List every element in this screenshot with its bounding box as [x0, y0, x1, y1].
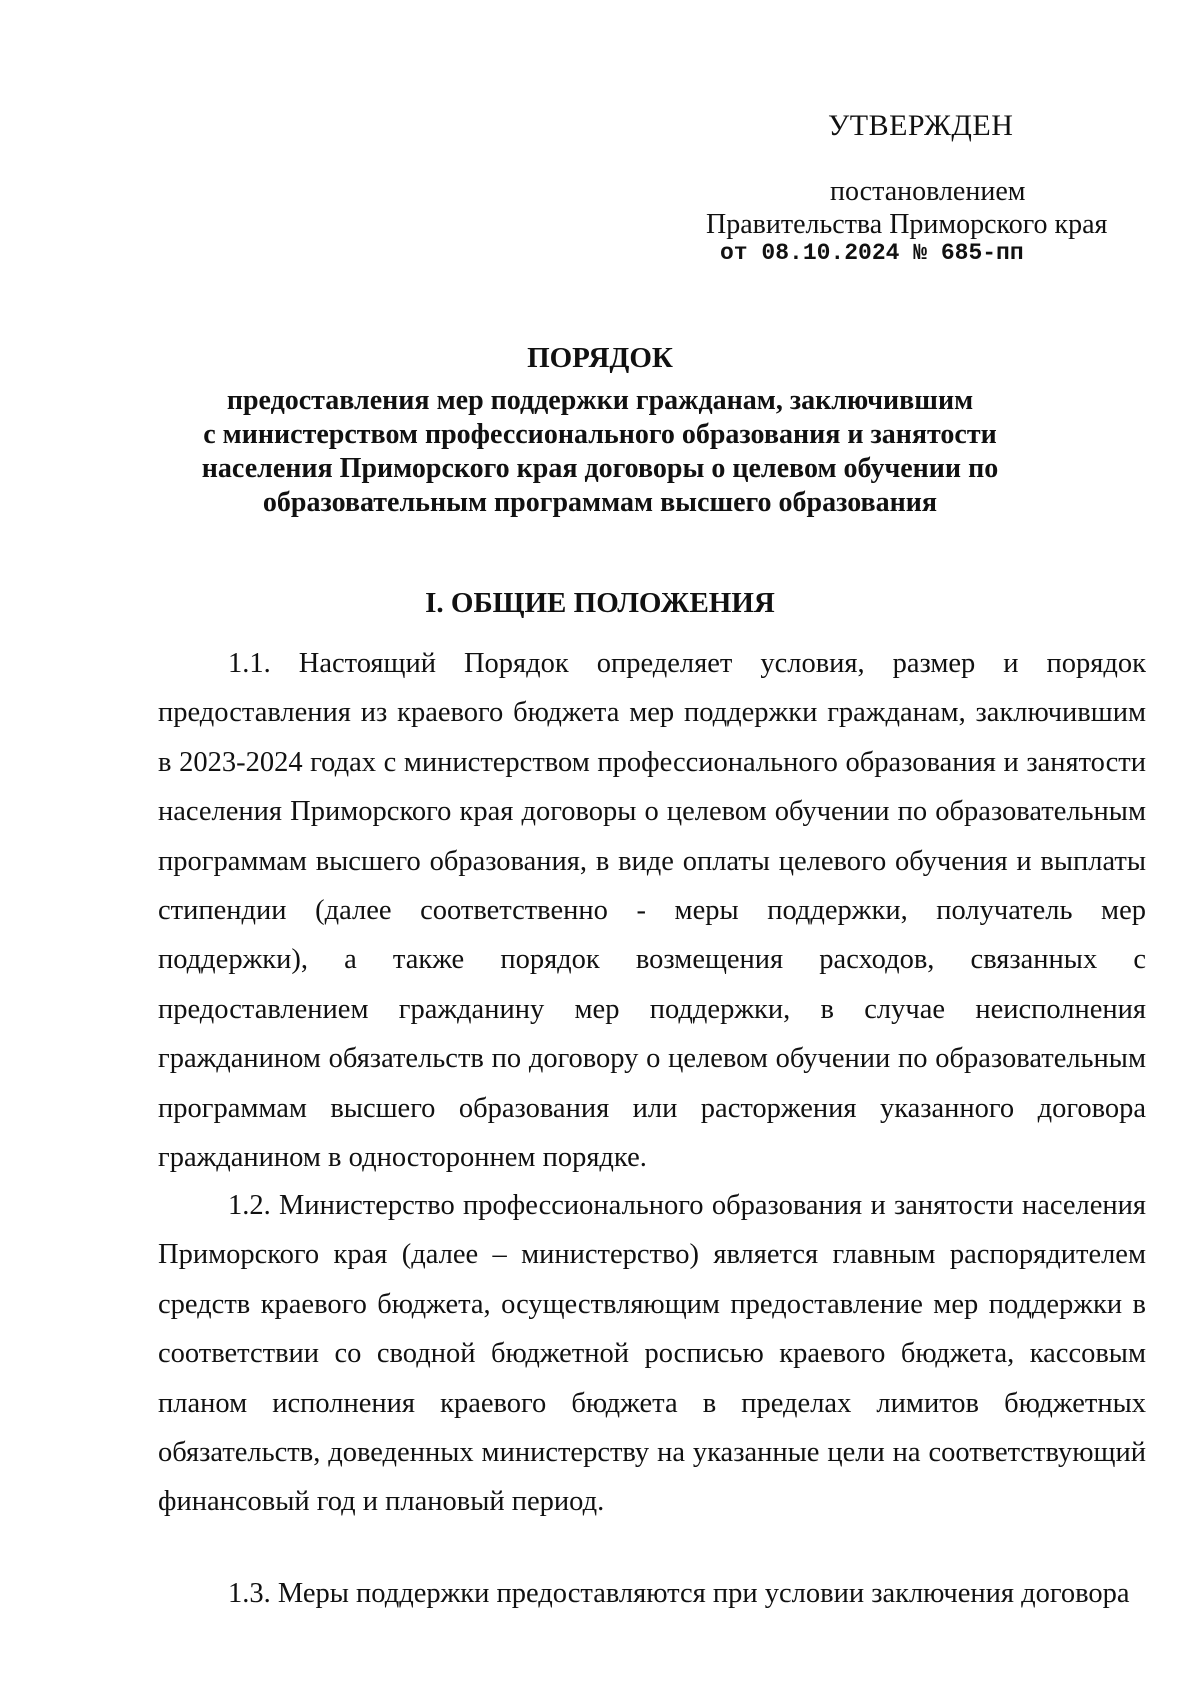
paragraph-1-1: 1.1. Настоящий Порядок определяет условия, размер и порядок предоставления из краевого бюджета мер поддержки гражданам, заключившим в 2023-2024 годах с министерством профессионального образования и занятости населения Приморского края договоры о целевом обучении по образовательным программам высшего образования, в виде оплаты целевого обучения и выплаты стипендии (далее соответственно - меры поддержки, получатель мер поддержки), а также порядок возмещения расходов, связанных с предоставлением гражданину мер поддержки, в случае неисполнения гражданином обязательств по договору о целевом обучении по образовательным программам высшего образования или расторжения указанного договора гражданином в одностороннем порядке.: [158, 648, 1146, 1174]
approval-stamp-title: УТВЕРЖДЕН: [828, 109, 1014, 142]
approval-decree-number: от 08.10.2024 № 685-пп: [720, 240, 1024, 266]
subtitle-line: с министерством профессионального образования и занятости: [203, 419, 997, 450]
document-subtitle: [200, 384, 1000, 520]
paragraph-1-3: 1.3. Меры поддержки предоставляются при условии заключения договора: [228, 1578, 1130, 1609]
subtitle-line: образовательным программам высшего образования: [262, 487, 938, 518]
paragraph-1-2: 1.2. Министерство профессионального образования и занятости населения Приморского края (далее – министерство) является главным распорядителем средств краевого бюджета, осуществляющим предоставление мер поддержки в соответствии со сводной бюджетной росписью краевого бюджета, кассовым планом исполнения краевого бюджета в пределах лимитов бюджетных обязательств, доведенных министерству на указанные цели на соответствующий финансовый год и плановый период.: [158, 1190, 1146, 1518]
document-title: ПОРЯДОК: [527, 342, 673, 374]
subtitle-line: населения Приморского края договоры о целевом обучении по: [201, 453, 999, 484]
subtitle-line: предоставления мер поддержки гражданам, заключившим: [226, 385, 974, 416]
section-heading: I. ОБЩИЕ ПОЛОЖЕНИЯ: [425, 587, 775, 619]
approval-decree-label: постановлением: [830, 176, 1026, 207]
approval-government-label: Правительства Приморского края: [706, 209, 1108, 240]
